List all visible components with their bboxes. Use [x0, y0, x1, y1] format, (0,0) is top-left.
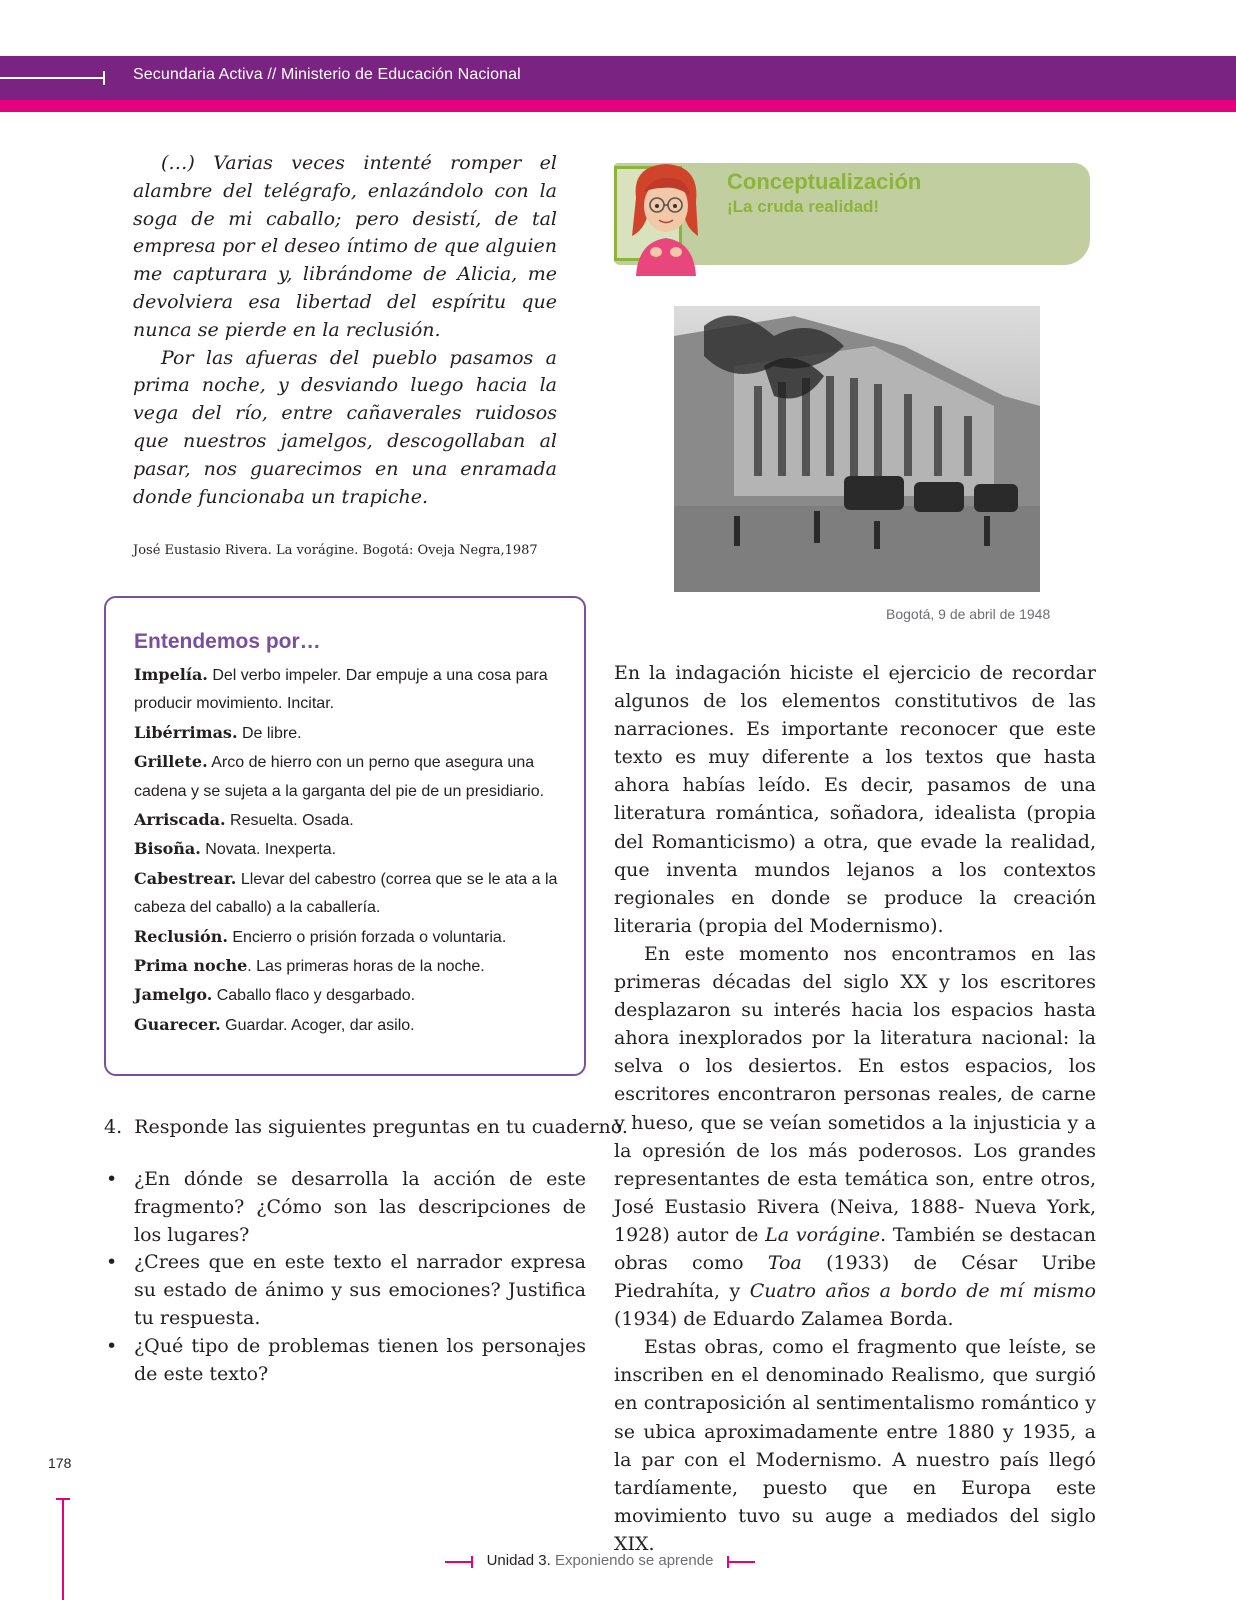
glossary-term: Reclusión.: [134, 926, 228, 946]
glossary-definition: Resuelta. Osada.: [225, 812, 354, 830]
bullet-icon: •: [106, 1168, 118, 1190]
glossary-entry: [134, 835, 564, 864]
glossary-definition: Arco de hierro con un perno que asegura una cadena y se sujeta a la garganta del pie de un presidiario.: [134, 754, 545, 800]
glossary-entry: [134, 661, 564, 719]
glossary-list: [134, 661, 564, 1040]
header-title: Secundaria Activa // Ministerio de Educación Nacional: [133, 66, 521, 83]
glossary-entry: [134, 748, 564, 806]
glossary-definition: Del verbo impeler. Dar empuje a una cosa para producir movimiento. Incitar.: [134, 667, 548, 713]
glossary-definition: Caballo flaco y desgarbado.: [212, 987, 416, 1005]
glossary-definition: . Las primeras horas de la noche.: [247, 958, 485, 976]
glossary-entry: [134, 1011, 564, 1040]
left-margin-tick: [56, 1498, 70, 1500]
glossary-term: Libérrimas.: [134, 722, 238, 742]
glossary-term: Grillete.: [134, 752, 208, 772]
footer-rule-right: [727, 1561, 755, 1563]
glossary-entry: [134, 865, 564, 923]
left-margin-rule: [62, 1498, 64, 1600]
question-list: [104, 1166, 586, 1388]
glossary-definition: Novata. Inexperta.: [200, 841, 337, 859]
activity-number: 4.: [104, 1116, 123, 1138]
glossary-term: Prima noche: [134, 956, 248, 976]
bullet-icon: •: [106, 1334, 118, 1357]
glossary-definition: Llevar del cabestro (correa que se le ata a la cabeza del caballo) a la caballería.: [134, 870, 558, 917]
literary-quote: [133, 150, 557, 511]
glossary-entry: [134, 981, 564, 1010]
glossary-entry: [134, 923, 564, 952]
book-title: La vorágine: [765, 1223, 881, 1246]
footer-tick-right: [727, 1556, 729, 1568]
quote-paragraph-1: (…) Varias veces intenté romper el alambre del telégrafo, enlazándolo con la soga de mi caballo; pero desistí, de tal empresa por el deseo íntimo de que alguien me capturara y, librándome de Alicia, me devolviera esa libertad del espíritu que nunca se pierde en la reclusión.: [133, 152, 557, 341]
girl-avatar-icon: [622, 158, 710, 278]
activity-4: [104, 1113, 628, 1141]
glossary-definition: Encierro o prisión forzada o voluntaria.: [227, 928, 507, 946]
glossary-term: Impelía.: [134, 665, 208, 684]
glossary-term: Arriscada.: [134, 810, 226, 830]
glossary-entry: [134, 806, 564, 835]
body-paragraph-3: Estas obras, como el fragmento que leíste, se inscriben en el denominado Realismo, que surgió en contraposición al sentimentalismo romántico y se ubica aproximadamente entre 1880 y 1935, a la par con el Modernismo. A nuestro país llegó tardíamente, puesto que en Europa este movimiento tuvo su auge a mediados del siglo XIX.: [614, 1336, 1096, 1555]
book-title: Toa: [767, 1251, 802, 1274]
unit-title: Exponiendo se aprende: [550, 1552, 714, 1569]
question-item: • ¿Qué tipo de problemas tienen los personajes de este texto?: [106, 1334, 586, 1385]
concept-title: Conceptualización: [727, 169, 922, 194]
unit-number: Unidad 3.: [486, 1552, 551, 1569]
body-paragraph-2: En este momento nos encontramos en las primeras décadas del siglo XX y los escritores desplazaron su interés hacia los espacios hasta ahora inexplorados por la literatura nacional: la selva o los desiertos. En estos espacios, los escritores encontraron personas reales, de carne y hueso, que se veían sometidos a la injusticia y a la opresión de los más poderosos. Los grandes representantes de esta temática son, entre otros, José Eustasio Rivera (Neiva, 1888- Nueva York, 1928) autor de La vorágine. También se destacan obras como Toa (1933) de César Uribe Piedrahíta, y Cuatro años a bordo de mí mismo (1934) de Eduardo Zalamea Borda.: [614, 942, 1096, 1331]
glossary-entry: [134, 719, 564, 748]
question-item: • ¿En dónde se desarrolla la acción de este fragmento? ¿Cómo son las descripciones de los lugares?: [106, 1168, 586, 1246]
concept-subtitle: ¡La cruda realidad!: [727, 197, 880, 216]
glossary-term: Guarecer.: [134, 1014, 221, 1034]
footer-unit: [445, 1552, 755, 1569]
book-title: Cuatro años a bordo de mí mismo: [749, 1280, 1096, 1303]
body-paragraph-1: En la indagación hiciste el ejercicio de recordar algunos de los elementos constitutivos de las narraciones. Es importante reconocer que este texto es muy diferente a los textos que hasta ahora habías leído. Es decir, pasamos de una literatura romántica, soñadora, idealista (propia del Romanticismo) a otra, que evade la realidad, que inventa mundos lejanos a los contextos regionales en donde se produce la creación literaria (propia del Modernismo).: [614, 662, 1096, 937]
glossary-entry: [134, 952, 564, 981]
glossary-term: Cabestrear.: [134, 868, 237, 888]
glossary-term: Jamelgo.: [134, 985, 213, 1005]
glossary-definition: De libre.: [237, 724, 302, 742]
quote-paragraph-2: Por las afueras del pueblo pasamos a prima noche, y desviando luego hacia la vega del río, entre cañaverales ruidosos que nuestros jamelgos, descogollaban al pasar, nos guarecimos en una enramada donde funcionaba un trapiche.: [133, 346, 557, 508]
question-item: • ¿Crees que en este texto el narrador expresa su estado de ánimo y sus emociones? Justifica tu respuesta.: [106, 1251, 586, 1329]
glossary-term: Bisoña.: [134, 839, 201, 859]
header-tick: [103, 71, 105, 85]
quote-citation: José Eustasio Rivera. La vorágine. Bogotá: Oveja Negra,1987: [133, 543, 538, 558]
header-stripe: [0, 100, 1236, 112]
photo-caption: Bogotá, 9 de abril de 1948: [886, 606, 1051, 622]
glossary-definition: Guardar. Acoger, dar asilo.: [220, 1016, 415, 1034]
header-rule: [0, 77, 104, 79]
glossary-title: Entendemos por…: [134, 630, 321, 653]
concept-body: [614, 659, 1096, 1558]
activity-intro: Responde las siguientes preguntas en tu cuaderno.: [134, 1116, 628, 1138]
bullet-icon: •: [106, 1251, 118, 1274]
page-number: 178: [48, 1455, 72, 1471]
bogota-1948-photo: [674, 306, 1040, 592]
